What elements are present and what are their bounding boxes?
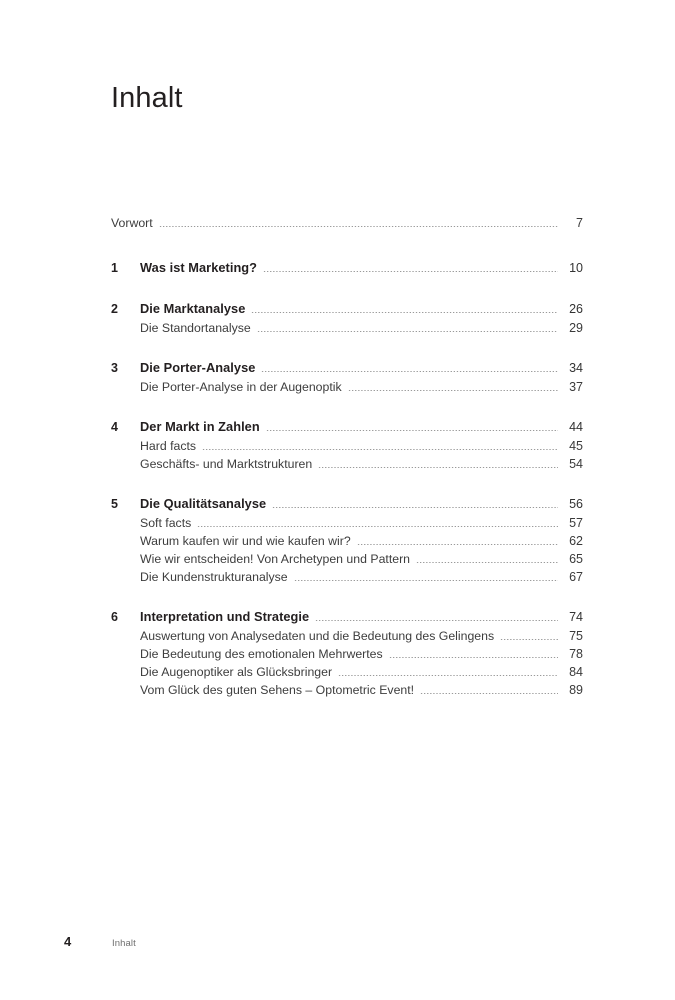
toc-entry-page-number: 34 (569, 361, 583, 375)
toc-entry-number: 2 (111, 302, 119, 316)
dot-leader (420, 693, 558, 694)
toc-entry-page-number: 56 (569, 497, 583, 511)
dot-leader (389, 657, 558, 658)
toc-entry-label: Soft facts (140, 516, 192, 530)
dot-leader (266, 430, 558, 431)
toc-entry-label: Was ist Marketing? (140, 260, 258, 275)
toc-entry-label: Die Marktanalyse (140, 301, 246, 316)
dot-leader (272, 507, 558, 508)
footer-page-number: 4 (64, 934, 72, 949)
toc-entry-body (111, 214, 583, 232)
toc-entry-label: Die Porter-Analyse (140, 360, 256, 375)
toc-entry-body (140, 663, 583, 681)
toc-entry-body (140, 607, 583, 627)
dot-leader (318, 467, 558, 468)
toc-entry-page-number: 89 (569, 683, 583, 697)
page-footer (64, 934, 136, 949)
toc-entry-body (140, 514, 583, 532)
toc-entry-body (140, 358, 583, 378)
toc-entry-number: 6 (111, 610, 119, 624)
toc-entry-subsection[interactable] (111, 319, 583, 337)
toc-entry-page-number: 37 (569, 380, 583, 394)
dot-leader (263, 271, 558, 272)
toc-group-front-matter (111, 214, 583, 232)
toc-entry-body (140, 437, 583, 455)
dot-leader (294, 580, 558, 581)
toc-entry-label: Die Standortanalyse (140, 321, 251, 335)
toc-entry-number: 5 (111, 497, 119, 511)
toc-entry-subsection[interactable] (111, 627, 583, 645)
page-title: Inhalt (111, 82, 183, 114)
toc-entry-body (140, 568, 583, 586)
toc-entry-page-number: 54 (569, 457, 583, 471)
toc-entry-chapter[interactable] (111, 358, 583, 378)
toc-entry-page-number: 57 (569, 516, 583, 530)
dot-leader (197, 526, 558, 527)
toc-entry-body (140, 378, 583, 396)
toc-entry-page-number: 74 (569, 610, 583, 624)
toc-entry-chapter[interactable] (111, 494, 583, 514)
toc-entry-subsection[interactable] (111, 437, 583, 455)
dot-leader (251, 312, 558, 313)
footer-section-label: Inhalt (112, 938, 136, 949)
toc-entry-subsection[interactable] (111, 455, 583, 473)
toc-entry-body (140, 550, 583, 568)
toc-entry-page-number: 78 (569, 647, 583, 661)
toc-entry-body (140, 532, 583, 550)
toc-entry-label: Die Porter-Analyse in der Augenoptik (140, 380, 342, 394)
dot-leader (257, 331, 558, 332)
toc-group-chapter-4 (111, 417, 583, 473)
toc-entry-body (140, 258, 583, 278)
toc-entry-body (140, 417, 583, 437)
toc-entry-subsection[interactable] (111, 532, 583, 550)
toc-group-chapter-2 (111, 299, 583, 337)
toc-entry-body (140, 319, 583, 337)
toc-group-chapter-6 (111, 607, 583, 699)
toc-group-chapter-3 (111, 358, 583, 396)
dot-leader (416, 562, 558, 563)
toc-entry-number: 3 (111, 361, 119, 375)
toc-group-chapter-1 (111, 258, 583, 278)
table-of-contents (111, 214, 583, 720)
toc-entry-page-number: 65 (569, 552, 583, 566)
toc-entry-page-number: 7 (576, 216, 583, 230)
dot-leader (202, 449, 558, 450)
toc-entry-page-number: 84 (569, 665, 583, 679)
dot-leader (261, 371, 558, 372)
toc-entry-label: Geschäfts- und Marktstrukturen (140, 457, 313, 471)
toc-group-chapter-5 (111, 494, 583, 586)
toc-entry-label: Wie wir entscheiden! Von Archetypen und Pattern (140, 552, 411, 566)
dot-leader (357, 544, 558, 545)
toc-entry-page-number: 75 (569, 629, 583, 643)
toc-entry-subsection[interactable] (111, 663, 583, 681)
dot-leader (348, 390, 558, 391)
toc-entry-page-number: 62 (569, 534, 583, 548)
toc-entry-body (140, 299, 583, 319)
toc-entry-page-number: 45 (569, 439, 583, 453)
toc-entry-body (140, 494, 583, 514)
toc-entry-number: 1 (111, 261, 119, 275)
toc-entry-page-number: 44 (569, 420, 583, 434)
toc-entry-page-number: 29 (569, 321, 583, 335)
toc-entry-chapter[interactable] (111, 607, 583, 627)
toc-entry-label: Der Markt in Zahlen (140, 419, 260, 434)
toc-entry-chapter[interactable] (111, 417, 583, 437)
toc-entry-front-matter[interactable] (111, 214, 583, 232)
toc-entry-label: Auswertung von Analysedaten und die Bedeutung des Gelingens (140, 629, 495, 643)
dot-leader (500, 639, 558, 640)
toc-entry-body (140, 681, 583, 699)
dot-leader (338, 675, 558, 676)
toc-entry-body (140, 645, 583, 663)
toc-entry-subsection[interactable] (111, 568, 583, 586)
toc-entry-page-number: 67 (569, 570, 583, 584)
toc-entry-label: Vorwort (111, 216, 153, 230)
toc-entry-chapter[interactable] (111, 258, 583, 278)
toc-entry-page-number: 10 (569, 261, 583, 275)
toc-entry-subsection[interactable] (111, 378, 583, 396)
toc-entry-label: Interpretation und Strategie (140, 609, 310, 624)
toc-entry-subsection[interactable] (111, 681, 583, 699)
toc-entry-number: 4 (111, 420, 119, 434)
toc-entry-body (140, 455, 583, 473)
toc-entry-label: Warum kaufen wir und wie kaufen wir? (140, 534, 351, 548)
toc-entry-label: Die Qualitätsanalyse (140, 496, 267, 511)
dot-leader (159, 226, 558, 227)
toc-entry-subsection[interactable] (111, 645, 583, 663)
toc-entry-subsection[interactable] (111, 514, 583, 532)
toc-entry-label: Die Kundenstrukturanalyse (140, 570, 288, 584)
toc-entry-label: Hard facts (140, 439, 197, 453)
toc-entry-label: Die Augenoptiker als Glücksbringer (140, 665, 333, 679)
toc-entry-label: Die Bedeutung des emotionalen Mehrwertes (140, 647, 383, 661)
dot-leader (315, 620, 558, 621)
toc-entry-page-number: 26 (569, 302, 583, 316)
toc-entry-body (140, 627, 583, 645)
toc-entry-subsection[interactable] (111, 550, 583, 568)
toc-entry-chapter[interactable] (111, 299, 583, 319)
toc-entry-label: Vom Glück des guten Sehens – Optometric Event! (140, 683, 415, 697)
